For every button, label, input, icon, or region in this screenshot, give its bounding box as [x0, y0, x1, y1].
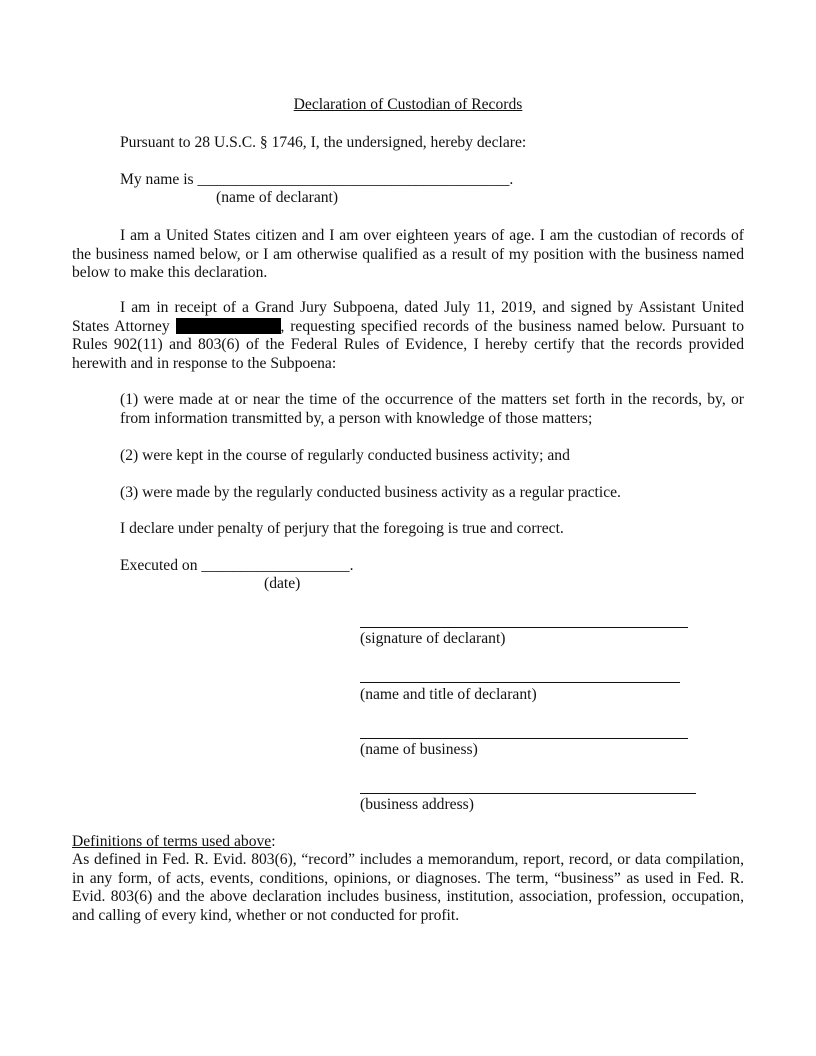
name-title-caption: (name and title of declarant) — [360, 686, 537, 703]
declarant-name-line — [120, 171, 513, 189]
executed-blank: ___________________. — [201, 557, 354, 574]
subpoena-text-pre: I am in receipt of a Grand Jury Subpoena, dated July 11, 2019, and signed by Assistant United States Attorney — [72, 299, 744, 335]
redaction-box — [176, 318, 281, 334]
definitions-text: As defined in Fed. R. Evid. 803(6), “record” includes a memorandum, report, record, or data compilation, in any form, of acts, events, conditions, opinions, or diagnoses. The term, “business” as used in Fed. R. Evid. 803(6) and the above declaration includes business, institution, association, profession, occupation, and calling of every kind, whether or not conducted for profit. — [72, 851, 744, 924]
subpoena-paragraph — [72, 299, 744, 373]
certification-item-3: (3) were made by the regularly conducted business activity as a regular practice. — [120, 484, 621, 501]
signature-caption: (signature of declarant) — [360, 630, 506, 647]
name-blank: ________________________________________. — [197, 171, 514, 188]
definitions-heading-text: Definitions of terms used above — [72, 833, 272, 850]
certification-item-1: (1) were made at or near the time of the occurrence of the matters set forth in the records, by, or from information transmitted by, a person with knowledge of those matters; — [120, 391, 744, 427]
business-address-line — [360, 793, 696, 794]
business-name-line — [360, 738, 688, 739]
definitions-heading-colon: : — [271, 833, 276, 850]
name-caption: (name of declarant) — [216, 189, 339, 206]
page-title: Declaration of Custodian of Records — [293, 96, 523, 113]
citizen-paragraph: I am a United States citizen and I am over eighteen years of age. I am the custodian of records of the business named below, or I am otherwise qualified as a result of my position with the business named below to make this declaration. — [72, 227, 744, 281]
executed-line — [120, 557, 353, 575]
signature-line — [360, 627, 688, 628]
subpoena-text-post: , requesting specified records of the business named below. Pursuant to Rules 902(11) and 803(6) of the Federal Rules of Evidence, I hereby certify that the records provided herewith and in response to the Subpoena: — [72, 317, 745, 372]
definitions-heading — [72, 833, 276, 851]
executed-prefix: Executed on — [120, 557, 198, 574]
date-caption: (date) — [264, 575, 301, 592]
pursuant-statement: Pursuant to 28 U.S.C. § 1746, I, the undersigned, hereby declare: — [120, 134, 527, 151]
name-title-line — [360, 682, 680, 683]
certification-item-2: (2) were kept in the course of regularly conducted business activity; and — [120, 447, 570, 464]
perjury-statement: I declare under penalty of perjury that the foregoing is true and correct. — [120, 520, 564, 537]
business-name-caption: (name of business) — [360, 741, 478, 758]
name-prefix: My name is — [120, 171, 194, 188]
business-address-caption: (business address) — [360, 796, 474, 813]
